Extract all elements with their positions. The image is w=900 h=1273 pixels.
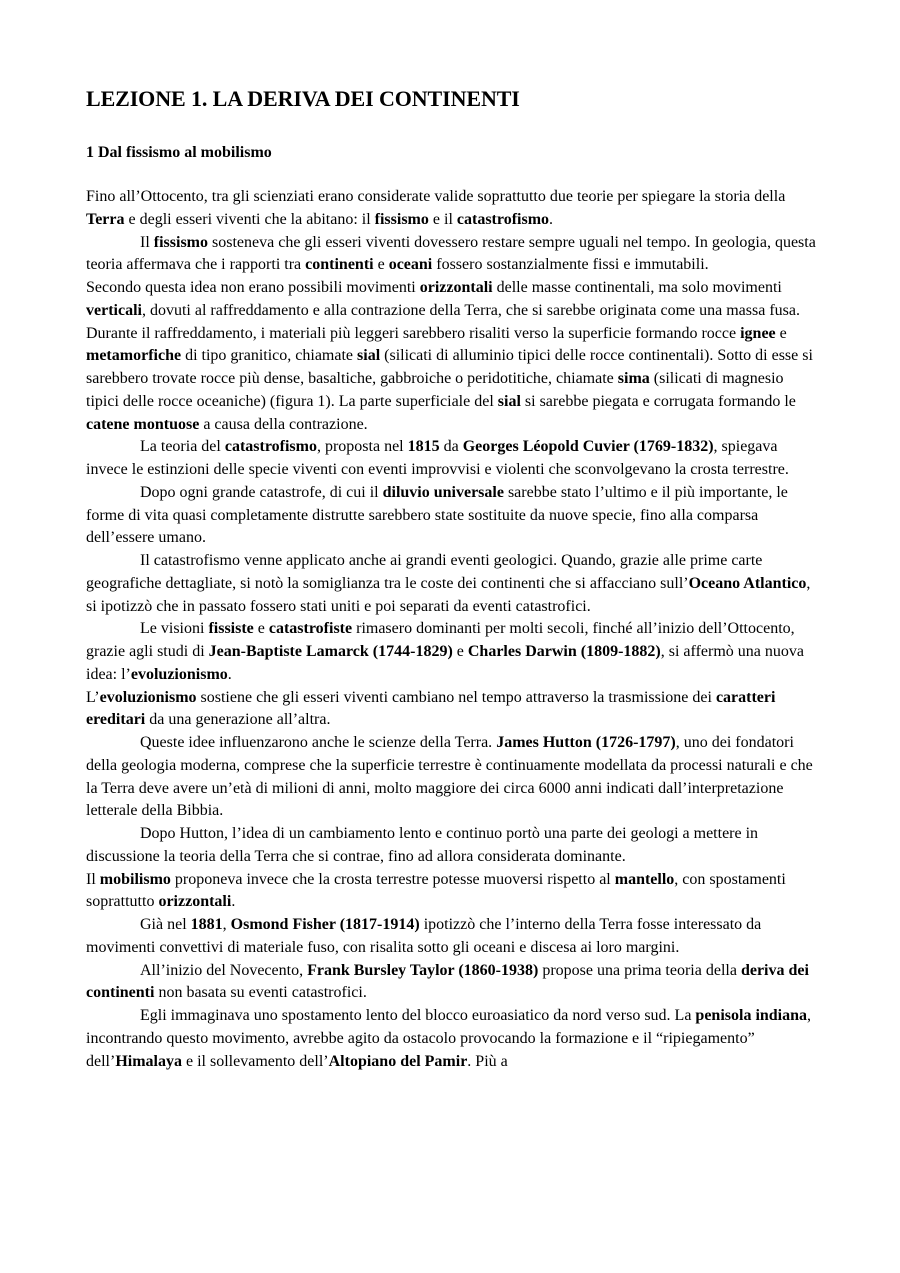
bold-term: fissiste [208, 620, 254, 638]
text-run: e il sollevamento dell’ [182, 1052, 329, 1070]
text-run: Fino all’Ottocento, tra gli scienziati erano considerate valide soprattutto due teorie per spiegare la storia della [86, 188, 786, 205]
bold-term: Oceano Atlantico [688, 574, 807, 592]
text-run: . [231, 893, 236, 911]
paragraph [86, 277, 816, 436]
text-run: fossero sostanzialmente fissi e immutabili. [432, 256, 709, 274]
bold-term: Himalaya [115, 1052, 182, 1070]
text-run: Il [140, 233, 154, 251]
bold-term: sima [617, 370, 650, 387]
text-run: Il [86, 870, 100, 888]
text-run: Dopo ogni grande catastrofe, di cui il [140, 483, 383, 501]
paragraph [86, 1005, 816, 1073]
text-run: a causa della contrazione. [199, 415, 368, 433]
bold-term: evoluzionismo [130, 665, 228, 683]
bold-term: fissismo [153, 233, 209, 251]
text-run: La teoria del [140, 438, 225, 456]
bold-term: deriva dei continenti [86, 961, 809, 1002]
bold-term: catastrofismo [456, 210, 550, 228]
text-run: Le visioni [140, 620, 209, 638]
text-run: Egli immaginava uno spostamento lento del blocco euroasiatico da nord verso sud. La [140, 1007, 696, 1024]
text-run: (silicati di alluminio tipici delle rocce continentali). Sotto di esse si sarebbero trovate rocce più dense, basaltiche, gabbroiche o peridotitiche, chiamate [86, 347, 813, 387]
bold-term: sial [497, 392, 521, 410]
text-run: , incontrando questo movimento, avrebbe agito da ostacolo provocando la formazione e il “ripiegamento” dell’ [86, 1007, 812, 1070]
paragraph [86, 550, 816, 618]
bold-term: diluvio universale [382, 483, 504, 501]
bold-term: Osmond Fisher (1817-1914) [230, 916, 420, 933]
bold-term: Frank Bursley Taylor (1860-1938) [307, 961, 539, 979]
text-run: e [253, 620, 269, 638]
text-run: delle masse continentali, ma solo movimenti [492, 279, 782, 296]
bold-term: 1881 [190, 916, 223, 933]
paragraph [86, 823, 816, 869]
text-run: , proposta nel [316, 438, 408, 456]
text-run: da [439, 438, 463, 456]
bold-term: mantello [614, 870, 675, 888]
text-run: Dopo Hutton, l’idea di un cambiamento lento e continuo portò una parte dei geologi a mettere in discussione la teoria della Terra che si contrae, fino ad allora considerata dominante. [86, 825, 759, 865]
paragraph [86, 960, 816, 1006]
text-run: L’ [86, 688, 100, 706]
text-run: Queste idee influenzarono anche le scienze della Terra. [140, 734, 497, 751]
bold-term: 1815 [407, 438, 440, 456]
text-run: All’inizio del Novecento, [140, 961, 308, 979]
text-run: , si affermò una nuova idea: l’ [86, 643, 804, 683]
bold-term: caratteri ereditari [86, 688, 776, 729]
bold-term: orizzontali [158, 893, 232, 911]
text-run: e [373, 256, 389, 274]
text-run: rimasero dominanti per molti secoli, finché all’inizio dell’Ottocento, grazie agli studi di [86, 620, 795, 660]
text-run: Il catastrofismo venne applicato anche ai grandi eventi geologici. Quando, grazie alle prime carte geografiche dettagliate, si notò la somiglianza tra le coste dei continenti che si affacciano sull’ [86, 552, 763, 592]
bold-term: catastrofiste [268, 620, 353, 638]
text-run: Già nel [140, 916, 191, 933]
text-run: (silicati di magnesio tipici delle rocce oceaniche) (figura 1). La parte superficiale del [86, 370, 784, 410]
paragraph [86, 232, 816, 278]
section-heading: 1 Dal fissismo al mobilismo [86, 144, 272, 161]
text-run: , spiegava invece le estinzioni delle specie viventi con eventi improvvisi e violenti che sconvolgevano la crosta terrestre. [86, 438, 789, 478]
bold-term: oceani [388, 256, 433, 274]
bold-term: mobilismo [99, 870, 171, 888]
text-run: , [222, 916, 231, 933]
bold-term: orizzontali [419, 279, 493, 296]
text-run: sarebbe stato l’ultimo e il più importante, le forme di vita quasi completamente distrutte sarebbero state sostituite da nuove specie, fino alla comparsa dell’essere umano. [86, 483, 788, 547]
text-run: di tipo granitico, chiamate [181, 347, 358, 365]
text-run: non basata su eventi catastrofici. [154, 984, 367, 1002]
bold-term: Jean-Baptiste Lamarck (1744-1829) [208, 643, 453, 660]
text-run: propose una prima teoria della [538, 961, 741, 979]
bold-term: sial [357, 347, 381, 365]
text-run: . [227, 665, 232, 683]
bold-term: fissismo [374, 210, 429, 228]
bold-term: Georges Léopold Cuvier (1769-1832) [462, 438, 714, 456]
paragraph [86, 186, 816, 232]
bold-term: verticali [86, 301, 142, 319]
bold-term: James Hutton (1726-1797) [496, 734, 676, 751]
text-run: si sarebbe piegata e corrugata formando le [520, 392, 796, 410]
bold-term: Terra [86, 210, 125, 228]
paragraph [86, 687, 816, 733]
text-run: , si ipotizzò che in passato fossero stati uniti e poi separati da eventi catastrofici. [86, 574, 811, 615]
document-page [86, 84, 816, 1073]
text-run: ipotizzò che l’interno della Terra fosse interessato da movimenti convettivi di materiale fuso, con risalita sotto gli oceani e discesa ai loro margini. [86, 916, 762, 956]
bold-term: metamorfiche [86, 347, 182, 365]
paragraph [86, 436, 816, 482]
text-run: da una generazione all’altra. [145, 711, 331, 729]
bold-term: catene montuose [86, 415, 200, 433]
bold-term: penisola indiana [695, 1007, 808, 1024]
text-run: sosteneva che gli esseri viventi dovessero restare sempre uguali nel tempo. In geologia, questa teoria affermava che i rapporti tra [86, 233, 816, 274]
text-run: Secondo questa idea non erano possibili movimenti [86, 279, 420, 296]
text-run: , uno dei fondatori della geologia moderna, comprese che la superficie terrestre è continuamente modellata da processi naturali e che la Terra deve avere un’età di milioni di anni, molto maggiore dei circa 6000 anni indicati dall’interpretazione letterale della Bibbia. [86, 734, 813, 820]
text-run: . [549, 210, 554, 228]
paragraph [86, 732, 816, 823]
text-run: e il [428, 210, 457, 228]
text-run: . Più a [467, 1052, 508, 1070]
paragraph [86, 914, 816, 960]
paragraph [86, 618, 816, 686]
text-run: , dovuti al raffreddamento e alla contrazione della Terra, che si sarebbe originata come una massa fusa. Durante il raffreddamento, i materiali più leggeri sarebbero risaliti verso la superficie formando rocce [86, 301, 800, 342]
text-run: e [452, 643, 468, 660]
bold-term: evoluzionismo [99, 688, 197, 706]
text-run: e [775, 324, 787, 342]
bold-term: catastrofismo [224, 438, 317, 456]
text-run: , con spostamenti soprattutto [86, 870, 786, 911]
bold-term: ignee [740, 324, 776, 342]
bold-term: Altopiano del Pamir [328, 1052, 468, 1070]
paragraph [86, 869, 816, 915]
bold-term: Charles Darwin (1809-1882) [467, 643, 661, 660]
bold-term: continenti [305, 256, 374, 274]
text-run: e degli esseri viventi che la abitano: il [124, 210, 375, 228]
text-run: sostiene che gli esseri viventi cambiano nel tempo attraverso la trasmissione dei [196, 688, 716, 706]
text-run: proponeva invece che la crosta terrestre potesse muoversi rispetto al [170, 870, 615, 888]
paragraph [86, 482, 816, 550]
page-title: LEZIONE 1. LA DERIVA DEI CONTINENTI [86, 86, 520, 111]
body-text [86, 186, 816, 1073]
